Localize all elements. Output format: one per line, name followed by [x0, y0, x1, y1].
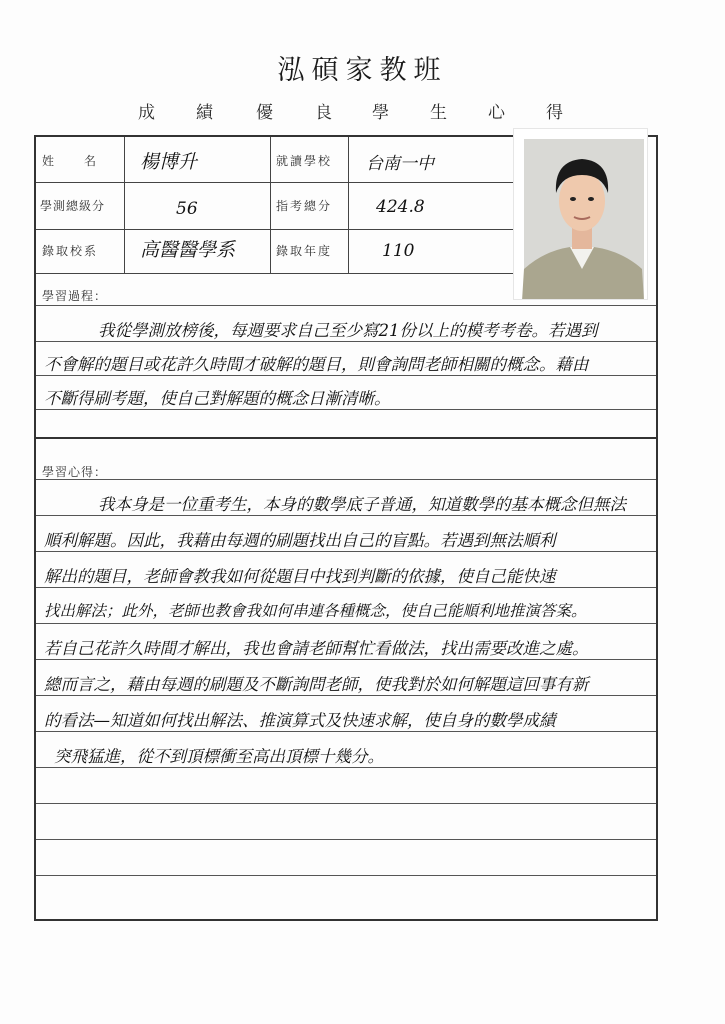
reflection-line: 突飛猛進，從不到頂標衝至高出頂標十幾分。 [54, 747, 384, 766]
ruled-line [36, 341, 656, 342]
year-value: 110 [382, 241, 415, 261]
ruled-line [36, 731, 656, 732]
year-label: 錄取年度 [276, 244, 333, 258]
subtitle-char: 心 [488, 103, 505, 123]
ruled-line [36, 409, 656, 410]
process-line: 不會解的題目或花許久時間才破解的題目，則會詢問老師相關的概念。藉由 [44, 355, 589, 374]
student-photo [513, 128, 648, 300]
name-value: 楊博升 [140, 151, 198, 173]
ruled-line [36, 803, 656, 804]
reflection-line: 我本身是一位重考生，本身的數學底子普通，知道數學的基本概念但無法 [98, 495, 626, 514]
subtitle-char: 學 [372, 103, 389, 123]
subtitle-char: 生 [430, 103, 447, 123]
ruled-line [36, 587, 656, 588]
process-line: 不斷得刷考題，使自己對解題的概念日漸清晰。 [44, 389, 391, 408]
reflection-line: 的看法—知道如何找出解法、推演算式及快速求解，使自身的數學成績 [44, 711, 556, 730]
process-line: 我從學測放榜後，每週要求自己至少寫21份以上的模考考卷。若遇到 [98, 321, 598, 340]
process-label: 學習過程： [42, 289, 108, 303]
ruled-line [36, 875, 656, 876]
page-subtitle [0, 98, 725, 128]
subtitle-char: 良 [315, 103, 332, 123]
reflection-label: 學習心得： [42, 465, 108, 479]
ruled-line [36, 479, 656, 480]
gsat-label: 學測總級分 [40, 199, 106, 213]
subtitle-char: 優 [256, 103, 273, 123]
ruled-line [36, 659, 656, 660]
ruled-line [36, 375, 656, 376]
ruled-line [36, 623, 656, 624]
ruled-line [36, 695, 656, 696]
admit-label: 錄取校系 [42, 244, 99, 258]
col-divider [270, 137, 271, 273]
ruled-line [36, 551, 656, 552]
row-divider [36, 182, 514, 183]
reflection-line: 解出的題目，老師會教我如何從題目中找到判斷的依據，使自己能快速 [44, 567, 556, 586]
student-portrait-image [514, 129, 648, 300]
subtitle-char: 得 [546, 103, 563, 123]
gsat-value: 56 [176, 199, 198, 219]
ast-label: 指考總分 [276, 199, 333, 213]
page-title: 泓碩家教班 [277, 55, 448, 86]
subtitle-char: 績 [196, 103, 213, 123]
ruled-line [36, 839, 656, 840]
col-divider [124, 137, 125, 273]
school-label: 就讀學校 [276, 154, 333, 168]
school-value: 台南一中 [366, 154, 434, 174]
row-divider [36, 229, 514, 230]
ruled-line [36, 767, 656, 768]
subtitle-char: 成 [138, 103, 155, 123]
row-divider [36, 273, 514, 274]
col-divider [348, 137, 349, 273]
admit-value: 高醫醫學系 [140, 239, 236, 261]
reflection-line: 找出解法；此外，老師也教會我如何串連各種概念，使自己能順利地推演答案。 [44, 602, 587, 620]
reflection-line: 總而言之，藉由每週的刷題及不斷詢問老師，使我對於如何解題這回事有新 [44, 675, 589, 694]
reflection-line: 順利解題。因此，我藉由每週的刷題找出自己的盲點。若遇到無法順利 [44, 531, 556, 550]
ast-value: 424.8 [376, 197, 425, 217]
name-label: 姓 名 [42, 154, 99, 168]
reflection-line: 若自己花許久時間才解出，我也會請老師幫忙看做法，找出需要改進之處。 [44, 639, 589, 658]
ruled-line [36, 305, 656, 306]
ruled-line [36, 515, 656, 516]
section-divider [36, 437, 656, 439]
